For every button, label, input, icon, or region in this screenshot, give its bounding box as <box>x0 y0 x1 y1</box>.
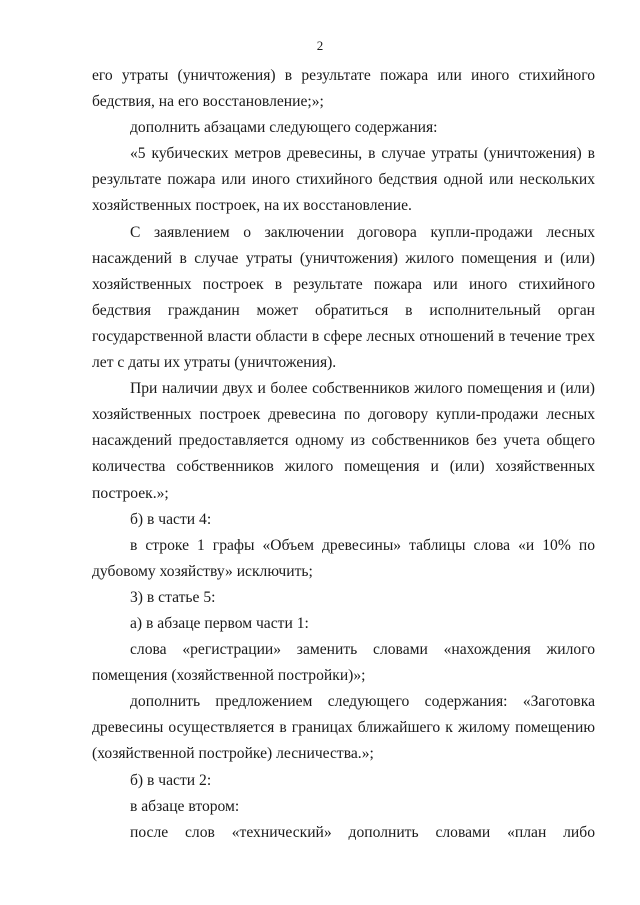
paragraph-article-5: 3) в статье 5: <box>130 588 216 606</box>
paragraph-replace-words: слова «регистрации» заменить словами «нахождения жилого помещения (хозяйственной постройки)»; <box>92 641 595 685</box>
paragraph-multiple-owners: При наличии двух и более собственников жилого помещения и (или) хозяйственных построек древесина по договору купли-продажи лесных насаждений предоставляется одному из собственников без учета общего количества собственников жилого помещения и (или) хозяйственных построек.»; <box>92 380 595 502</box>
paragraph-second-abzac: в абзаце втором: <box>130 797 240 815</box>
paragraph-table-row-1: в строке 1 графы «Объем древесины» таблицы слова «и 10% по дубовому хозяйству» исключить; <box>92 536 595 580</box>
page-number: 2 <box>316 38 324 53</box>
document-body <box>92 63 595 846</box>
paragraph-after-words: после слов «технический» дополнить словами «план либо <box>130 823 595 841</box>
paragraph-continuation: его утраты (уничтожения) в результате пожара или иного стихийного бедствия, на его восстановление;»; <box>92 67 595 111</box>
paragraph-part-2: б) в части 2: <box>130 771 212 789</box>
paragraph-part-4: б) в части 4: <box>130 510 212 528</box>
paragraph-quote-volume: «5 кубических метров древесины, в случае утраты (уничтожения) в результате пожара или иного стихийного бедствия одной или нескольких хозяйственных построек, на их восстановление. <box>92 145 595 215</box>
paragraph-amendment-intro: дополнить абзацами следующего содержания: <box>130 119 438 137</box>
paragraph-add-sentence: дополнить предложением следующего содержания: «Заготовка древесины осуществляется в границах ближайшего к жилому помещению (хозяйственной постройке) лесничества.»; <box>92 693 595 763</box>
paragraph-application: С заявлением о заключении договора купли-продажи лесных насаждений в случае утраты (уничтожения) жилого помещения и (или) хозяйственных построек в результате пожара или иного стихийного бедствия гражданин может обратиться в исполнительный орган государственной власти области в сфере лесных отношений в течение трех лет с даты их утраты (уничтожения). <box>92 223 595 372</box>
paragraph-part-1-first: а) в абзаце первом части 1: <box>130 614 309 632</box>
